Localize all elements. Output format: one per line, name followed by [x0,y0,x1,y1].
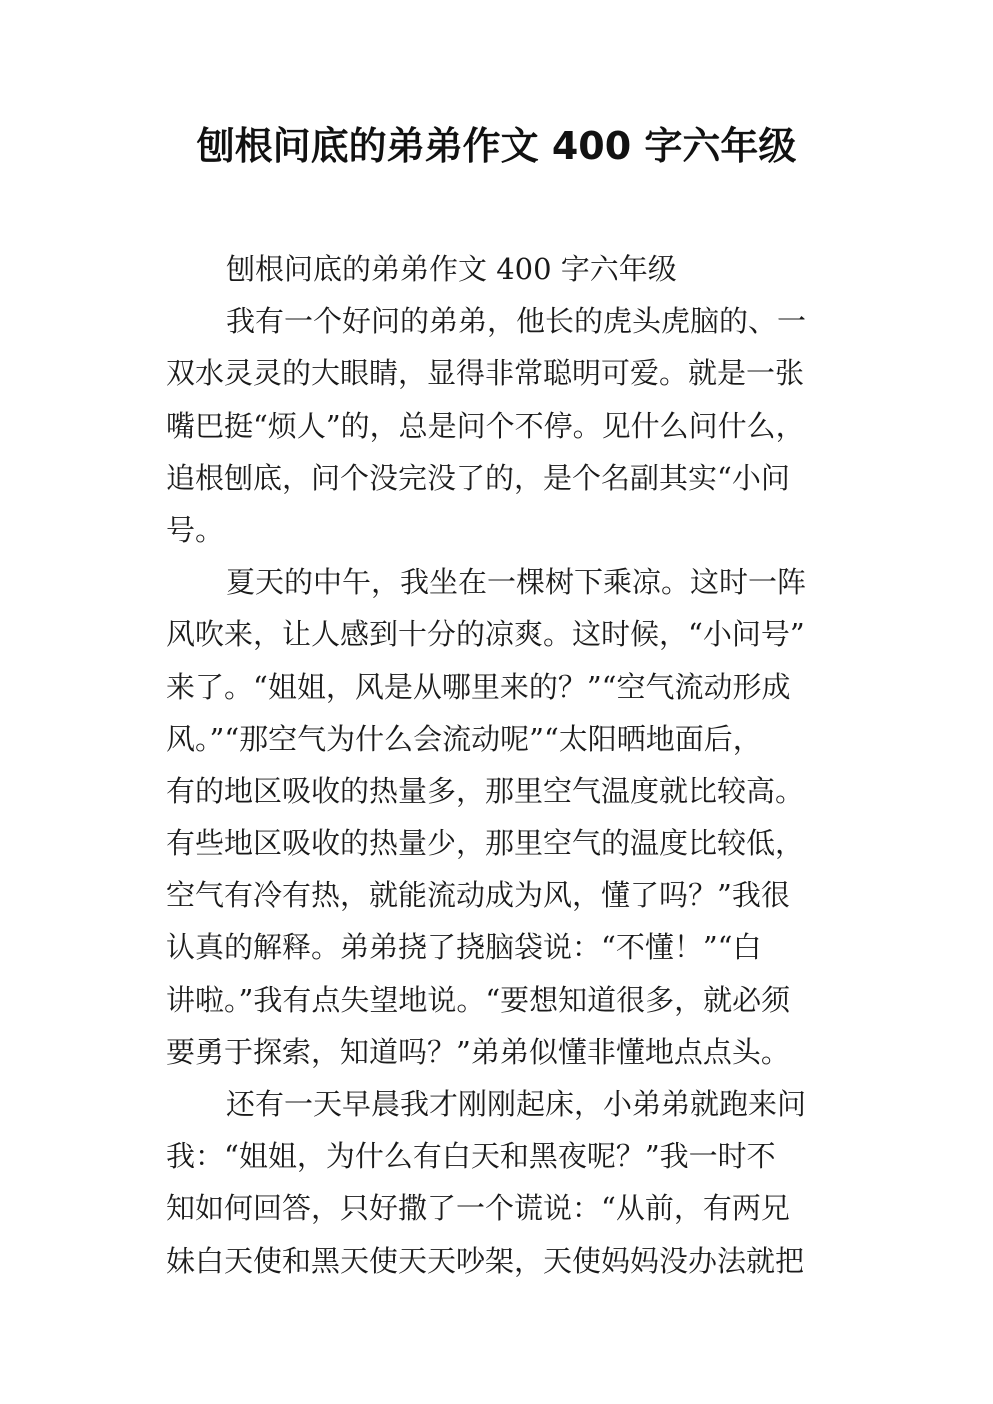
body-line: 双水灵灵的大眼睛，显得非常聪明可爱。就是一张 [166,356,805,391]
document-body [166,243,846,1287]
body-line-paragraph-2-start: 夏天的中午，我坐在一棵树下乘凉。这时一阵 [226,565,807,600]
body-line: 讲啦。”我有点失望地说。“要想知道很多，就必须 [166,982,791,1017]
body-line: 知如何回答，只好撒了一个谎说：“从前，有两兄 [166,1191,790,1226]
body-line: 风。”“那空气为什么会流动呢”“太阳晒地面后， [166,721,762,756]
body-line: 妹白天使和黑天使天天吵架，天使妈妈没办法就把 [166,1243,805,1278]
document-title: 刨根问底的弟弟作文 400 字六年级 [196,124,797,168]
body-line-paragraph-1-start: 我有一个好问的弟弟，他长的虎头虎脑的、一 [226,304,807,339]
body-line: 号。 [166,512,225,547]
body-line: 追根刨底，问个没完没了的，是个名副其实“小问 [166,460,790,495]
body-line: 认真的解释。弟弟挠了挠脑袋说：“不懂！”“白 [166,930,762,965]
body-line: 要勇于探索，知道吗？”弟弟似懂非懂地点点头。 [166,1034,790,1069]
body-line: 来了。“姐姐，风是从哪里来的？”“空气流动形成 [166,669,791,704]
body-line: 空气有冷有热，就能流动成为风，懂了吗？”我很 [166,878,790,913]
body-line: 嘴巴挺“烦人”的，总是问个不停。见什么问什么， [166,408,805,443]
body-line-paragraph-3-start: 还有一天早晨我才刚刚起床，小弟弟就跑来问 [226,1087,807,1121]
body-line: 有的地区吸收的热量多，那里空气温度就比较高。 [166,773,805,808]
body-line-subtitle: 刨根问底的弟弟作文 400 字六年级 [226,252,677,286]
body-line: 我：“姐姐，为什么有白天和黑夜呢？”我一时不 [166,1139,776,1174]
body-line: 风吹来，让人感到十分的凉爽。这时候，“小问号” [166,617,805,652]
body-line: 有些地区吸收的热量少，那里空气的温度比较低， [166,826,805,861]
